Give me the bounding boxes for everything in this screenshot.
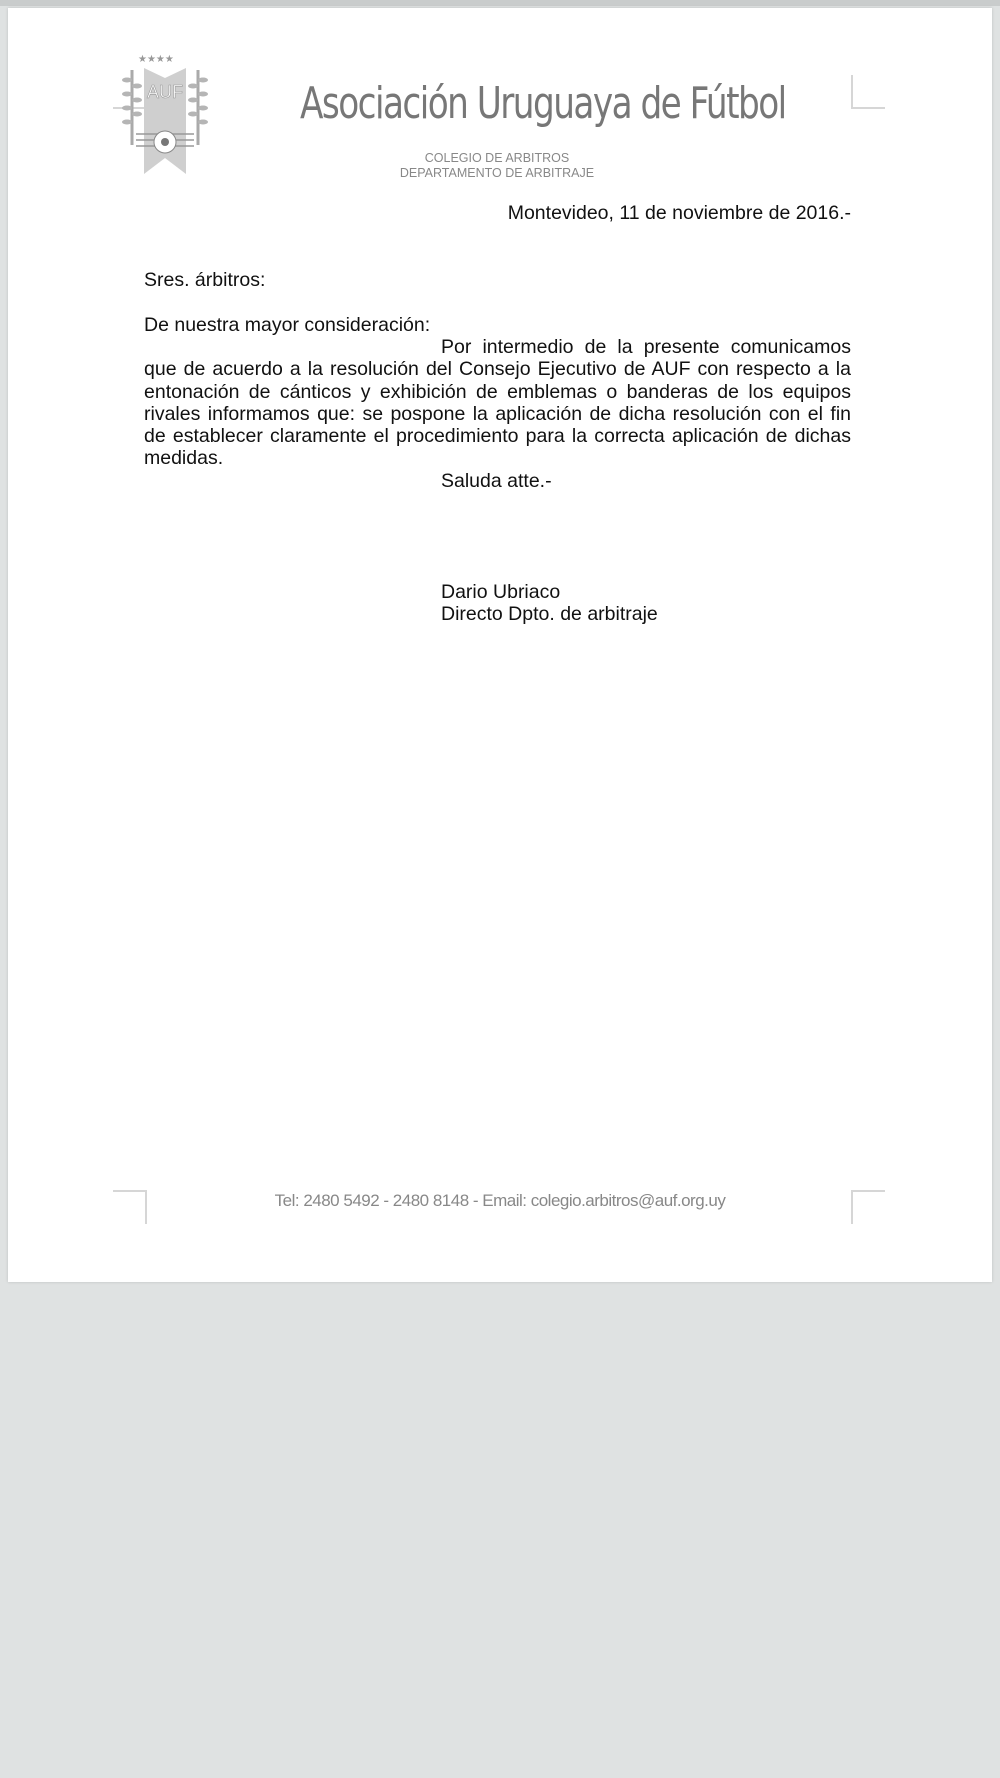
footer-contact: Tel: 2480 5492 - 2480 8148 - Email: colegio.arbitros@auf.org.uy xyxy=(274,1191,726,1210)
document-page xyxy=(8,8,992,1282)
header-line-departamento: DEPARTAMENTO DE ARBITRAJE xyxy=(399,166,595,180)
letter-greeting: De nuestra mayor consideración: xyxy=(144,314,431,336)
svg-text:★★★★: ★★★★ xyxy=(138,54,174,65)
letter-salutation: Sres. árbitros: xyxy=(144,269,266,291)
organization-title: Asociación Uruguaya de Fútbol xyxy=(300,78,786,129)
svg-text:AUF: AUF xyxy=(147,82,183,102)
signer-title: Directo Dpto. de arbitraje xyxy=(441,603,658,625)
letter-date: Montevideo, 11 de noviembre de 2016.- xyxy=(507,202,851,224)
auf-logo xyxy=(122,50,208,174)
crop-mark-top-right xyxy=(851,75,885,109)
signer-name: Dario Ubriaco xyxy=(441,581,561,603)
viewer-top-bar xyxy=(0,0,1000,6)
letter-body: Por intermedio de la presente comunicamos que de acuerdo a la resolución del Consejo Ejecutivo de AUF con respecto a la entonación de cánticos y exhibición de emblemas o banderas de los equipos rivales informamos que: se pospone la aplicación de dicha resolución con el fin de establecer claramente el procedimiento para la correcta aplicación de dichas medidas. xyxy=(144,336,851,470)
header-line-colegio: COLEGIO DE ARBITROS xyxy=(424,151,570,165)
letter-closing: Saluda atte.- xyxy=(441,470,552,492)
